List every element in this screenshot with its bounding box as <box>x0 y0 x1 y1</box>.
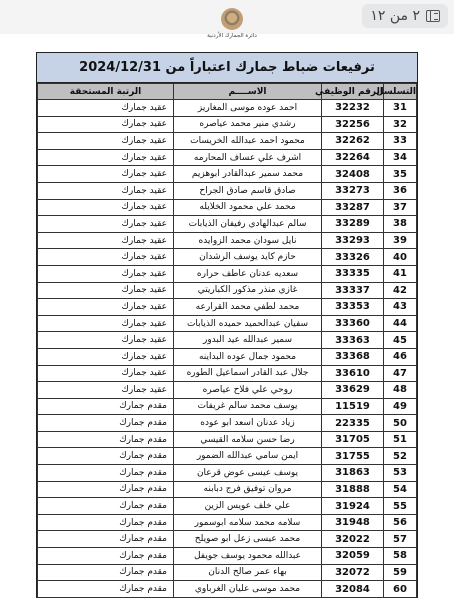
name-cell: يوسف محمد سالم غريفات <box>174 398 322 415</box>
table-row <box>38 564 417 581</box>
job-number-cell: 33360 <box>322 315 384 332</box>
rank-cell: مقدم جمارك <box>38 564 174 581</box>
table-row <box>38 531 417 548</box>
job-number-cell: 31924 <box>322 498 384 515</box>
serial-cell: 52 <box>384 448 417 465</box>
job-number-cell: 31705 <box>322 431 384 448</box>
crest-emblem-icon <box>221 8 243 30</box>
page-indicator-text: ٢ من ١٢ <box>370 8 420 24</box>
serial-cell: 50 <box>384 415 417 432</box>
name-cell: بهاء عمر صالح الدنان <box>174 564 322 581</box>
serial-cell: 45 <box>384 332 417 349</box>
job-number-cell: 33287 <box>322 199 384 216</box>
job-number-cell: 33629 <box>322 382 384 399</box>
serial-cell: 38 <box>384 216 417 233</box>
serial-cell: 35 <box>384 166 417 183</box>
table-row <box>38 315 417 332</box>
name-cell: ايمن سامي عبدالله الضمور <box>174 448 322 465</box>
name-cell: سالم عبدالهادي رفيفان الذيابات <box>174 216 322 233</box>
name-cell: محمد علي محمود الخلايله <box>174 199 322 216</box>
name-cell: روحي علي فلاح عياصره <box>174 382 322 399</box>
table-row <box>38 514 417 531</box>
column-header-rank: الرتبة المستحقة <box>38 84 174 100</box>
rank-cell: مقدم جمارك <box>38 481 174 498</box>
job-number-cell: 32408 <box>322 166 384 183</box>
job-number-cell: 32059 <box>322 548 384 565</box>
job-number-cell: 33326 <box>322 249 384 266</box>
serial-cell: 46 <box>384 348 417 365</box>
rank-cell: عقيد جمارك <box>38 149 174 166</box>
serial-cell: 57 <box>384 531 417 548</box>
rank-cell: مقدم جمارك <box>38 531 174 548</box>
page-indicator[interactable] <box>362 4 448 28</box>
rank-cell: عقيد جمارك <box>38 265 174 282</box>
sidebar-toggle-icon[interactable] <box>426 10 440 22</box>
column-header-job-number: الرقم الوظيفي <box>322 84 384 100</box>
job-number-cell: 33368 <box>322 348 384 365</box>
table-row <box>38 216 417 233</box>
name-cell: حازم كايد يوسف الرشدان <box>174 249 322 266</box>
serial-cell: 48 <box>384 382 417 399</box>
serial-cell: 39 <box>384 232 417 249</box>
table-row <box>38 431 417 448</box>
serial-cell: 51 <box>384 431 417 448</box>
name-cell: احمد عوده موسى المغاريز <box>174 100 322 117</box>
table-row <box>38 448 417 465</box>
name-cell: محمد موسى عليان الغرباوي <box>174 581 322 598</box>
serial-cell: 41 <box>384 265 417 282</box>
job-number-cell: 32084 <box>322 581 384 598</box>
job-number-cell: 33337 <box>322 282 384 299</box>
serial-cell: 49 <box>384 398 417 415</box>
rank-cell: عقيد جمارك <box>38 116 174 133</box>
organization-name: دائرة الجمارك الأردنية <box>207 33 257 39</box>
name-cell: رشدي منير محمد عياصره <box>174 116 322 133</box>
rank-cell: عقيد جمارك <box>38 299 174 316</box>
rank-cell: عقيد جمارك <box>38 232 174 249</box>
table-row <box>38 382 417 399</box>
name-cell: سعديه عدنان عاطف حراره <box>174 265 322 282</box>
job-number-cell: 31755 <box>322 448 384 465</box>
job-number-cell: 33353 <box>322 299 384 316</box>
job-number-cell: 32022 <box>322 531 384 548</box>
table-row <box>38 498 417 515</box>
serial-cell: 43 <box>384 299 417 316</box>
name-cell: غازي منذر مذكور الكباريتي <box>174 282 322 299</box>
rank-cell: عقيد جمارك <box>38 133 174 150</box>
name-cell: محمود احمد عبدالله الخريسات <box>174 133 322 150</box>
rank-cell: مقدم جمارك <box>38 548 174 565</box>
table-row <box>38 199 417 216</box>
serial-cell: 55 <box>384 498 417 515</box>
serial-cell: 34 <box>384 149 417 166</box>
serial-cell: 36 <box>384 182 417 199</box>
serial-cell: 54 <box>384 481 417 498</box>
serial-cell: 58 <box>384 548 417 565</box>
job-number-cell: 22335 <box>322 415 384 432</box>
promotions-table <box>37 83 417 598</box>
job-number-cell: 11519 <box>322 398 384 415</box>
table-row <box>38 116 417 133</box>
rank-cell: مقدم جمارك <box>38 448 174 465</box>
document-title: ترفيعات ضباط جمارك اعتباراً من 2024/12/31 <box>37 53 417 83</box>
table-row <box>38 348 417 365</box>
job-number-cell: 33289 <box>322 216 384 233</box>
name-cell: جلال عبد القادر اسماعيل الطوره <box>174 365 322 382</box>
serial-cell: 40 <box>384 249 417 266</box>
table-row <box>38 149 417 166</box>
table-row <box>38 481 417 498</box>
serial-cell: 32 <box>384 116 417 133</box>
name-cell: علي خلف عويس الزين <box>174 498 322 515</box>
table-row <box>38 332 417 349</box>
rank-cell: عقيد جمارك <box>38 199 174 216</box>
rank-cell: مقدم جمارك <box>38 431 174 448</box>
rank-cell: عقيد جمارك <box>38 100 174 117</box>
table-row <box>38 265 417 282</box>
rank-cell: مقدم جمارك <box>38 465 174 482</box>
job-number-cell: 31863 <box>322 465 384 482</box>
rank-cell: مقدم جمارك <box>38 514 174 531</box>
name-cell: مروان توفيق فرج دبابنه <box>174 481 322 498</box>
rank-cell: مقدم جمارك <box>38 415 174 432</box>
table-row <box>38 548 417 565</box>
serial-cell: 53 <box>384 465 417 482</box>
table-row <box>38 232 417 249</box>
rank-cell: عقيد جمارك <box>38 332 174 349</box>
table-row <box>38 182 417 199</box>
job-number-cell: 32256 <box>322 116 384 133</box>
job-number-cell: 32232 <box>322 100 384 117</box>
job-number-cell: 32072 <box>322 564 384 581</box>
job-number-cell: 33610 <box>322 365 384 382</box>
job-number-cell: 31888 <box>322 481 384 498</box>
name-cell: محمود جمال عوده البداينه <box>174 348 322 365</box>
serial-cell: 37 <box>384 199 417 216</box>
rank-cell: عقيد جمارك <box>38 282 174 299</box>
name-cell: صادق قاسم صادق الجراح <box>174 182 322 199</box>
table-row <box>38 465 417 482</box>
table-row <box>38 365 417 382</box>
rank-cell: عقيد جمارك <box>38 166 174 183</box>
serial-cell: 60 <box>384 581 417 598</box>
serial-cell: 59 <box>384 564 417 581</box>
table-row <box>38 282 417 299</box>
column-header-name: الاســــم <box>174 84 322 100</box>
serial-cell: 56 <box>384 514 417 531</box>
serial-cell: 42 <box>384 282 417 299</box>
name-cell: نايل سودان محمد الزوايده <box>174 232 322 249</box>
table-row <box>38 581 417 598</box>
name-cell: عبدالله محمود يوسف جويفل <box>174 548 322 565</box>
name-cell: زياد عدنان اسعد ابو عوده <box>174 415 322 432</box>
name-cell: سفيان عبدالحميد حميده الذيابات <box>174 315 322 332</box>
job-number-cell: 31948 <box>322 514 384 531</box>
rank-cell: مقدم جمارك <box>38 581 174 598</box>
rank-cell: عقيد جمارك <box>38 382 174 399</box>
table-body <box>38 100 417 598</box>
name-cell: اشرف علي عساف المحارمه <box>174 149 322 166</box>
job-number-cell: 33335 <box>322 265 384 282</box>
rank-cell: مقدم جمارك <box>38 498 174 515</box>
job-number-cell: 33293 <box>322 232 384 249</box>
rank-cell: عقيد جمارك <box>38 249 174 266</box>
serial-cell: 47 <box>384 365 417 382</box>
promotions-sheet <box>36 52 418 598</box>
table-row <box>38 166 417 183</box>
table-row <box>38 249 417 266</box>
table-row <box>38 398 417 415</box>
name-cell: رضا حسن سلامه القيسي <box>174 431 322 448</box>
table-row <box>38 415 417 432</box>
rank-cell: عقيد جمارك <box>38 365 174 382</box>
table-row <box>38 133 417 150</box>
rank-cell: مقدم جمارك <box>38 398 174 415</box>
table-row <box>38 299 417 316</box>
rank-cell: عقيد جمارك <box>38 315 174 332</box>
rank-cell: عقيد جمارك <box>38 216 174 233</box>
serial-cell: 31 <box>384 100 417 117</box>
name-cell: سلامه محمد سلامه ابوسمور <box>174 514 322 531</box>
serial-cell: 44 <box>384 315 417 332</box>
column-header-serial: التسلسل <box>384 84 417 100</box>
table-row <box>38 100 417 117</box>
organization-logo <box>196 8 268 46</box>
name-cell: محمد لطفي محمد القرارعه <box>174 299 322 316</box>
table-header-row <box>38 84 417 100</box>
job-number-cell: 33273 <box>322 182 384 199</box>
rank-cell: عقيد جمارك <box>38 348 174 365</box>
serial-cell: 33 <box>384 133 417 150</box>
job-number-cell: 33363 <box>322 332 384 349</box>
rank-cell: عقيد جمارك <box>38 182 174 199</box>
job-number-cell: 32262 <box>322 133 384 150</box>
name-cell: سمير عبدالله عيد البدور <box>174 332 322 349</box>
name-cell: محمد عيسى زعل ابو صويلح <box>174 531 322 548</box>
job-number-cell: 32264 <box>322 149 384 166</box>
name-cell: محمد سمير عبدالقادر ابوهزيم <box>174 166 322 183</box>
name-cell: يوسف عيسى عوض قرعان <box>174 465 322 482</box>
